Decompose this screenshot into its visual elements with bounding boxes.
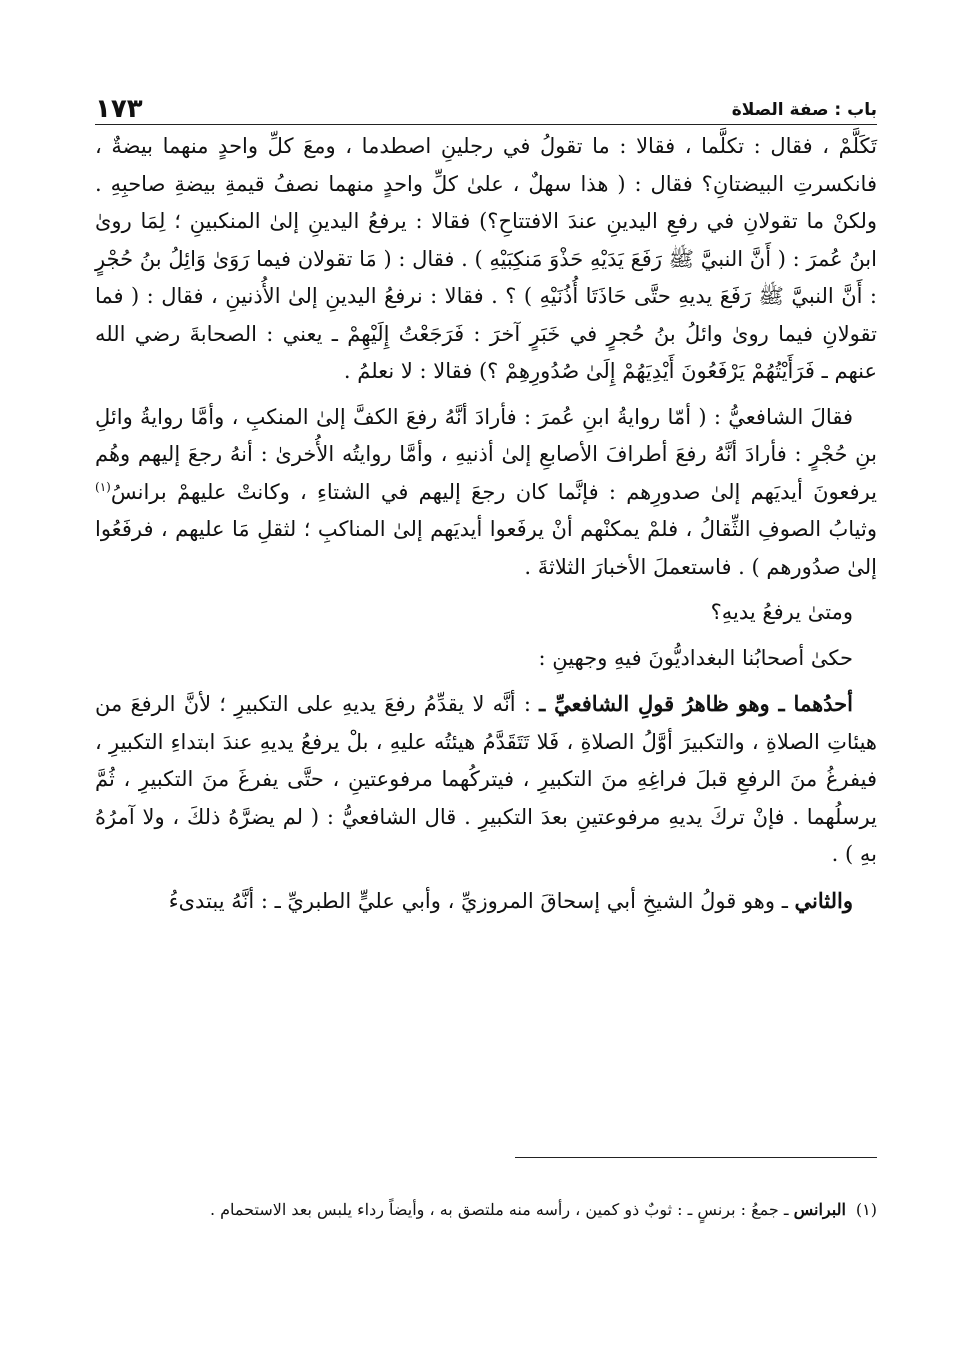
- paragraph-text: وثيابُ الصوفِ الثِّقالُ ، فلمْ يمكنْهم أنْ يرفَعوا أيديَهم إلىٰ المناكبِ ؛ لثقلِ مَا عليهم ، فرفَعُوا إلىٰ صدُورهم ) . فاستعملَ الأخبارَ الثلاثةَ .: [95, 517, 877, 579]
- header-divider: [95, 124, 877, 125]
- footnote: [95, 1196, 877, 1224]
- footnote-term: البرانس: [793, 1200, 846, 1219]
- second-view-heading: والثاني: [794, 887, 853, 913]
- paragraph-second-view: [95, 882, 877, 921]
- paragraph-two-views: حكىٰ أصحابُنا البغداديُّونَ فيهِ وجهينِ :: [538, 645, 853, 670]
- paragraph-question: ومتىٰ يرفعُ يديهِ؟: [710, 600, 853, 624]
- footnote-number: (١): [855, 1200, 877, 1219]
- footnote-reference[interactable]: (١): [95, 479, 111, 494]
- page-header: [95, 84, 877, 124]
- paragraph-shafii-reply: [95, 399, 877, 587]
- paragraph-first-view: [95, 685, 877, 874]
- first-view-heading: أحدُهما ـ وهو ظاهرُ قولِ الشافعيِّ ـ: [539, 691, 853, 716]
- chapter-title: باب : صفة الصلاة: [731, 100, 877, 120]
- paragraph-text: : أنَّه لا يقدِّمُ رفعَ يديهِ على التكبيرِ ؛ لأنَّ الرفعَ من هيئاتِ الصلاةِ ، والتكبيرَ أوَّلُ الصلاةِ ، فَلا تَتَقَدَّمُ هيئتُه عليهِ ، بلْ يرفعُ يديهِ عندَ ابتداءِ التكبيرِ ، فيفرغُ منَ الرفعِ قبلَ فراغِهِ منَ التكبيرِ ، فيتركُهما مرفوعتينِ ، حتَّى يفرغَ منَ التكبيرِ ، ثُمَّ يرسلُهما . فإنْ تركَ يديهِ مرفوعتينِ بعدَ التكبيرِ . قال الشافعيُّ : ( لم يضرَّهُ ذلكَ ، ولا آمرُهُ بهِ ) .: [95, 692, 877, 866]
- footnote-divider: [515, 1157, 877, 1158]
- paragraph-text: فقالَ الشافعيُّ : ( أمّا روايةُ ابنِ عُمرَ : فأرادَ أنَّهُ رفعَ الكفَّ إلىٰ المنكبِ ، وأمَّا روايةُ وائلِ بنِ حُجْرٍ : فأرادَ أنَّهُ رفعَ أطرافَ الأصابعِ إلىٰ أذنيهِ ، وأمَّا روايتُه الأُخرىٰ : أنهُ رجعَ إليهم وهُم يرفعونَ أيديَهم إلىٰ صدورِهم : فإنَّما كان رجعَ إليهم في الشتاءِ ، وكانتْ عليهمْ برانسُ: [95, 404, 877, 504]
- paragraph-dialogue: تَكَلَّمْ ، فقال : تكلَّما ، فقالا : ما تقولُ في رجلينِ اصطدما ، ومعَ كلِّ واحدٍ منهما بيضةٌ ، فانكسرتِ البيضتانِ؟ فقال : ( هذا سهلٌ ، علىٰ كلِّ واحدٍ منهما نصفُ قيمةِ بيضةِ صاحبِهِ . ولكنْ ما تقولانِ في رفعِ اليدينِ عندَ الافتتاحِ؟) فقالا : يرفعُ اليدينِ إلىٰ المنكبينِ ؛ لِمَا روىٰ ابنُ عُمرَ : ( أَنَّ النبيَّ ﷺ رَفَعَ يَدَيْهِ حَذْوَ مَنكِبَيْهِ ) . فقال : ( مَا تقولان فيما رَوَىٰ وَائِلُ بنُ حُجْرٍ : أَنَّ النبيَّ ﷺ رَفَعَ يديهِ حتَّى حَاذَتَا أُذُنَيْهِ ) ؟ . فقالا : نرفعُ اليدينِ إلىٰ الأُذنينِ ، فقال : ( فما تقولانِ فيما روىٰ وائلُ بنُ حُجرٍ في خَبَرٍ آخرَ : فَرَجَعْتُ إِلَيْهِمْ ـ يعني : الصحابةَ رضي الله عنهم ـ فَرَأَيْتُهُمْ يَرْفَعُونَ أَيْدِيَهُمْ إِلَىٰ صُدُورِهِمْ ؟) فقالا : لا نعلمُ .: [95, 134, 877, 383]
- main-text: [95, 128, 877, 920]
- page-number: ١٧٣: [95, 94, 143, 124]
- paragraph-text: ـ وهو قولُ الشيخِ أبي إسحاقَ المروزيِّ ، وأبي عليٍّ الطبريِّ ـ : أنَّهُ يبتدىءُ: [168, 888, 795, 913]
- footnote-text: ـ جمعُ : برنسٍ ـ : ثوبٌ ذو كمين ، رأسه منه ملتصق به ، وأيضاً رداء يلبس بعد الاستحمام .: [209, 1200, 794, 1219]
